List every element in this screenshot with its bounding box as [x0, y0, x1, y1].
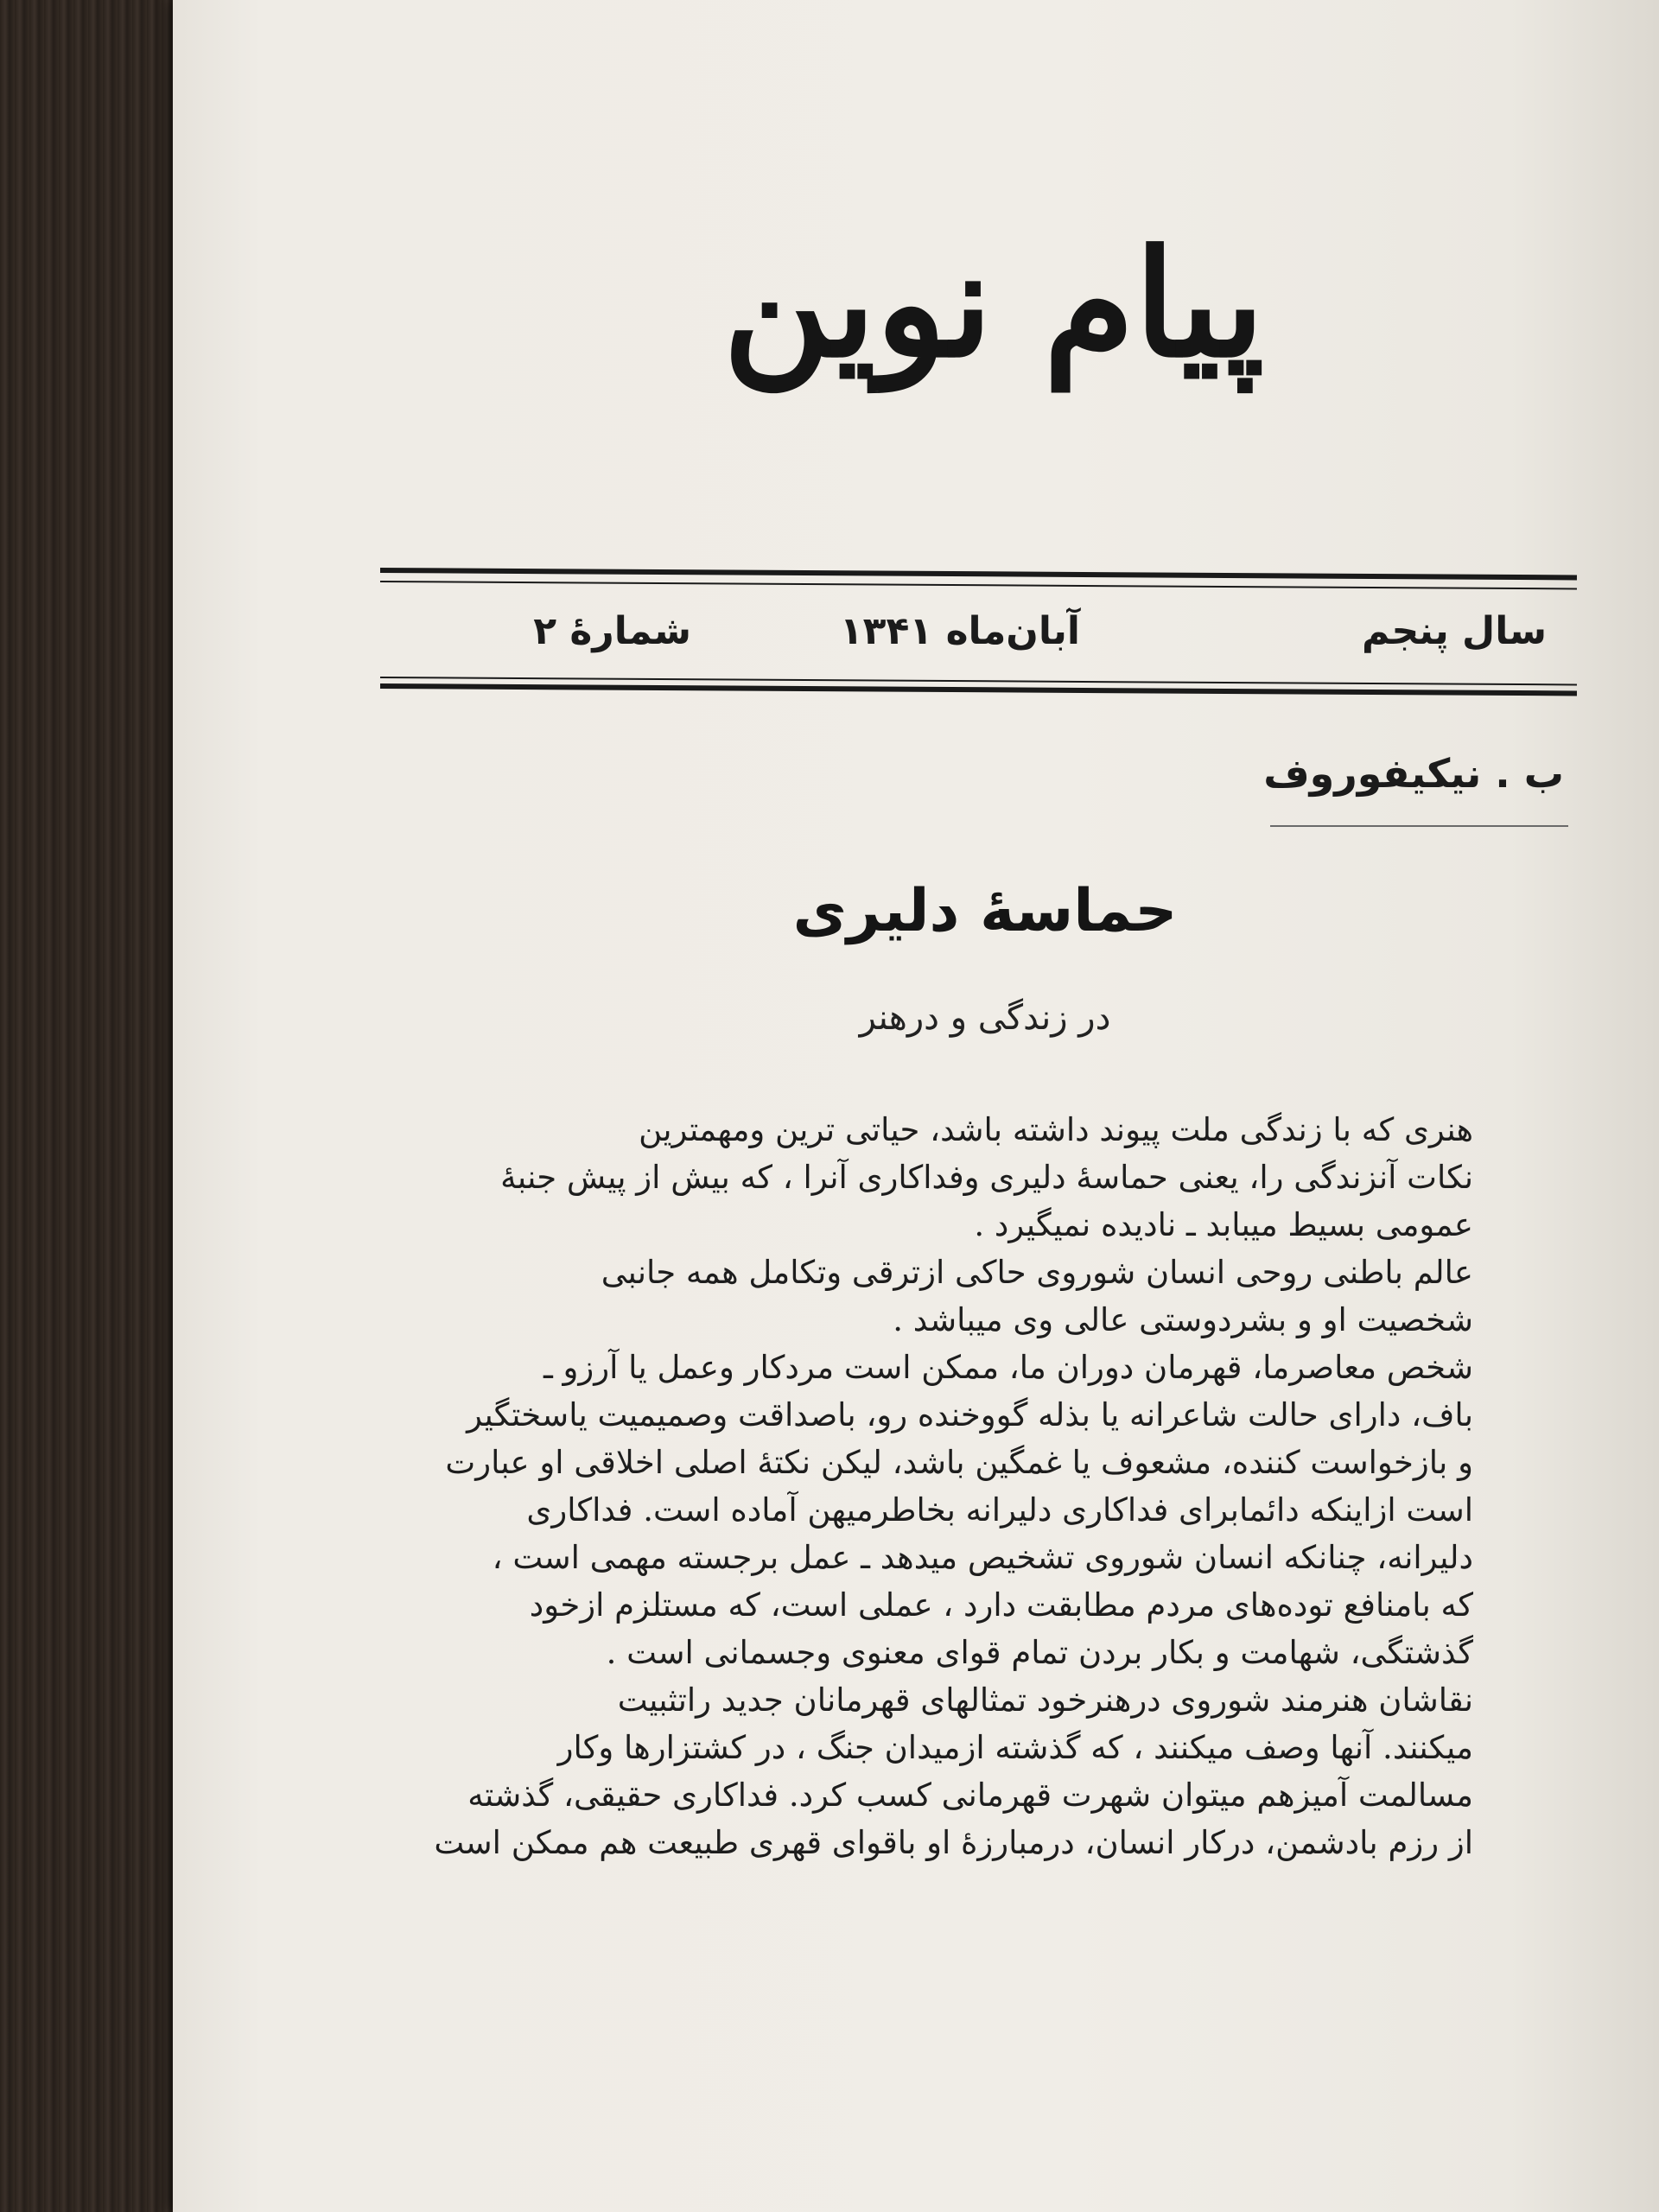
body-line: دلیرانه، چنانکه انسان شوروی تشخیص میدهد ـ عمل برجسته مهمی است ، [492, 1539, 1473, 1576]
body-line: شخصیت او و بشردوستی عالی وی میباشد . [893, 1301, 1473, 1338]
article-subtitle: در زندگی و درهنر [859, 998, 1111, 1038]
journal-masthead: پیام نوین [722, 218, 1265, 391]
article-title: حماسهٔ دلیری [792, 877, 1178, 945]
body-line: گذشتگی، شهامت و بکار بردن تمام قوای معنوی وجسمانی است . [606, 1634, 1473, 1671]
body-line: میکنند. آنها وصف میکنند ، که گذشته ازمیدان جنگ ، در کشتزارها وکار [557, 1729, 1473, 1766]
body-line: از رزم بادشمن، درکار انسان، درمبارزهٔ او باقوای قهری طبیعت هم ممکن است [434, 1824, 1473, 1861]
article-author: ب . نیکیفوروف [1263, 750, 1564, 797]
article-body [367, 1106, 1473, 1866]
body-line: عمومی بسیط میبابد ـ نادیده نمیگیرد . [974, 1206, 1473, 1243]
body-line: نکات آنزندگی را، یعنی حماسهٔ دلیری وفداکاری آنرا ، که بیش از پیش جنبهٔ [500, 1159, 1473, 1196]
issue-date: آبان‌ماه ۱۳۴۱ [839, 609, 1080, 653]
body-line: که بامنافع توده‌های مردم مطابقت دارد ، عملی است، که مستلزم ازخود [529, 1586, 1473, 1624]
table-background [0, 0, 186, 2212]
issue-year: سال پنجم [1362, 609, 1547, 653]
body-line: عالم باطنی روحی انسان شوروی حاکی ازترقی وتکامل همه جانبی [601, 1254, 1473, 1291]
body-line: مسالمت آمیزهم میتوان شهرت قهرمانی کسب کرد. فداکاری حقیقی، گذشته [467, 1777, 1473, 1814]
author-underline [1270, 825, 1568, 827]
issue-info-bar [406, 601, 1564, 670]
issue-number: شمارهٔ ۲ [533, 609, 691, 653]
body-line: نقاشان هنرمند شوروی درهنرخود تمثالهای قهرمانان جدید راتثبیت [617, 1681, 1473, 1719]
body-line: است ازاینکه دائمابرای فداکاری دلیرانه بخاطرمیهن آماده است. فداکاری [526, 1491, 1473, 1529]
body-line: و بازخواست کننده، مشعوف یا غمگین باشد، لیکن نکتهٔ اصلی اخلاقی او عبارت [445, 1444, 1473, 1481]
body-line: باف، دارای حالت شاعرانه یا بذله گووخنده رو، باصداقت وصمیمیت یاسختگیر [467, 1396, 1473, 1433]
body-line: هنری که با زندگی ملت پیوند داشته باشد، حیاتی ترین ومهمترین [639, 1111, 1473, 1148]
body-line: شخص معاصرما، قهرمان دوران ما، ممکن است مردکار وعمل یا آرزو ـ [543, 1349, 1473, 1386]
